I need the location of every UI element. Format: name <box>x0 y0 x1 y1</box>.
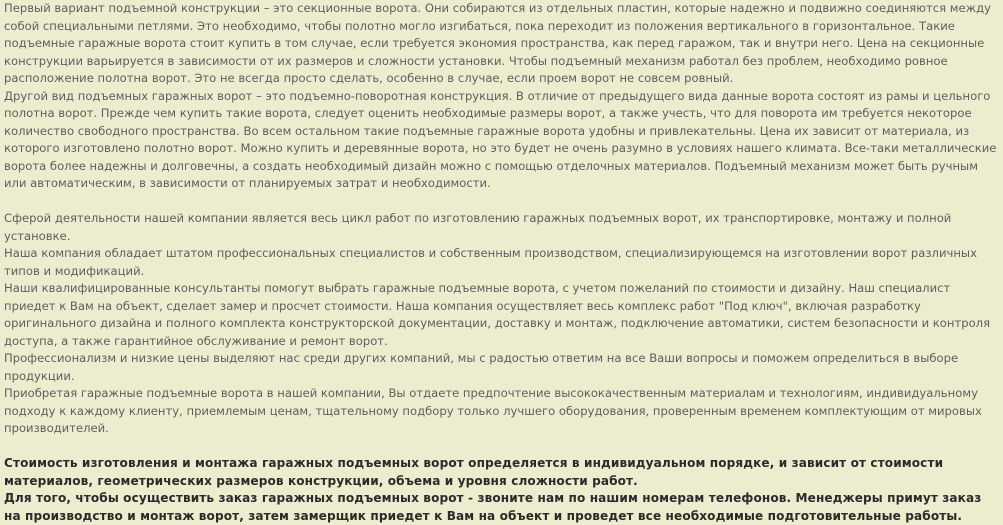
paragraph-sectional-gates: Первый вариант подъемной конструкции – это секционные ворота. Они собираются из отдельных пластин, которые надежно и подвижно соединяются между собой специальными петлями. Это необходимо, чтобы полотно могло изгибаться, пока переходит из положения вертикального в горизонтальное. Такие подъемные гаражные ворота стоит купить в том случае, если требуется экономия пространства, как перед гаражом, так и внутри него. Цена на секционные конструкции варьируется в зависимости от их размеров и сложности установки. Чтобы подъемный механизм работал без проблем, необходимо ровное расположение полотна ворот. Это не всегда просто сделать, особенно в случае, если проем ворот не совсем ровный. <box>4 1 991 85</box>
paragraph-pricing: Стоимость изготовления и монтажа гаражных подъемных ворот определяется в индивидуальном порядке, и зависит от стоимости материалов, геометрических размеров конструкции, объема и уровня сложности работ. <box>4 456 944 488</box>
paragraph-ordering: Для того, чтобы осуществить заказ гаражных подъемных ворот - звоните нам по нашим номерам телефонов. Менеджеры примут заказ на производство и монтаж ворот, затем замерщик приедет к Вам на объект и проведет все необходимые подготовительные работы. <box>4 491 982 523</box>
article-body <box>4 0 1000 525</box>
paragraph-company-staff: Наша компания обладает штатом профессиональных специалистов и собственным производством, специализирующемся на изготовлении ворот различных типов и модификаций. <box>4 246 977 278</box>
paragraph-quality: Приобретая гаражные подъемные ворота в нашей компании, Вы отдаете предпочтение высококачественным материалам и технологиям, индивидуальному подходу к каждому клиенту, приемлемым ценам, тщательному подбору только лучшего оборудования, проверенным временем комплектующим от мировых производителей. <box>4 386 982 435</box>
paragraph-professionalism: Профессионализм и низкие цены выделяют нас среди других компаний, мы с радостью ответим на все Ваши вопросы и поможем определиться в выборе продукции. <box>4 351 959 383</box>
paragraph-gap <box>4 193 1000 211</box>
paragraph-swing-gates: Другой вид подъемных гаражных ворот – это подъемно-поворотная конструкция. В отличие от предыдущего вида данные ворота состоят из рамы и цельного полотна ворот. Прежде чем купить такие ворота, следует оценить необходимые размеры ворот, а также учесть, что для поворота им требуется некоторое количество свободного пространства. Во всем остальном такие подъемные гаражные ворота удобны и привлекательны. Цена их зависит от материала, из которого изготовлено полотно ворот. Можно купить и деревянные ворота, но это будет не очень разумно в условиях нашего климата. Все-таки металлические ворота более надежны и долговечны, а создать необходимый дизайн можно с помощью отделочных материалов. Подъемный механизм может быть ручным или автоматическим, в зависимости от планируемых затрат и необходимости. <box>4 88 997 190</box>
paragraph-company-scope: Сферой деятельности нашей компании является весь цикл работ по изготовлению гаражных подъемных ворот, их транспортировке, монтажу и полной установке. <box>4 211 952 243</box>
paragraph-gap <box>4 438 1000 456</box>
paragraph-consultants: Наши квалифицированные консультанты помогут выбрать гаражные подъемные ворота, с учетом пожеланий по стоимости и дизайну. Наш специалист приедет к Вам на объект, сделает замер и просчет стоимости. Наша компания осуществляет весь комплекс работ "Под ключ", включая разработку оригинального дизайна и полного комплекта конструкторской документации, доставку и монтаж, подключение автоматики, систем безопасности и контроля доступа, а также гарантийное обслуживание и ремонт ворот. <box>4 281 991 348</box>
